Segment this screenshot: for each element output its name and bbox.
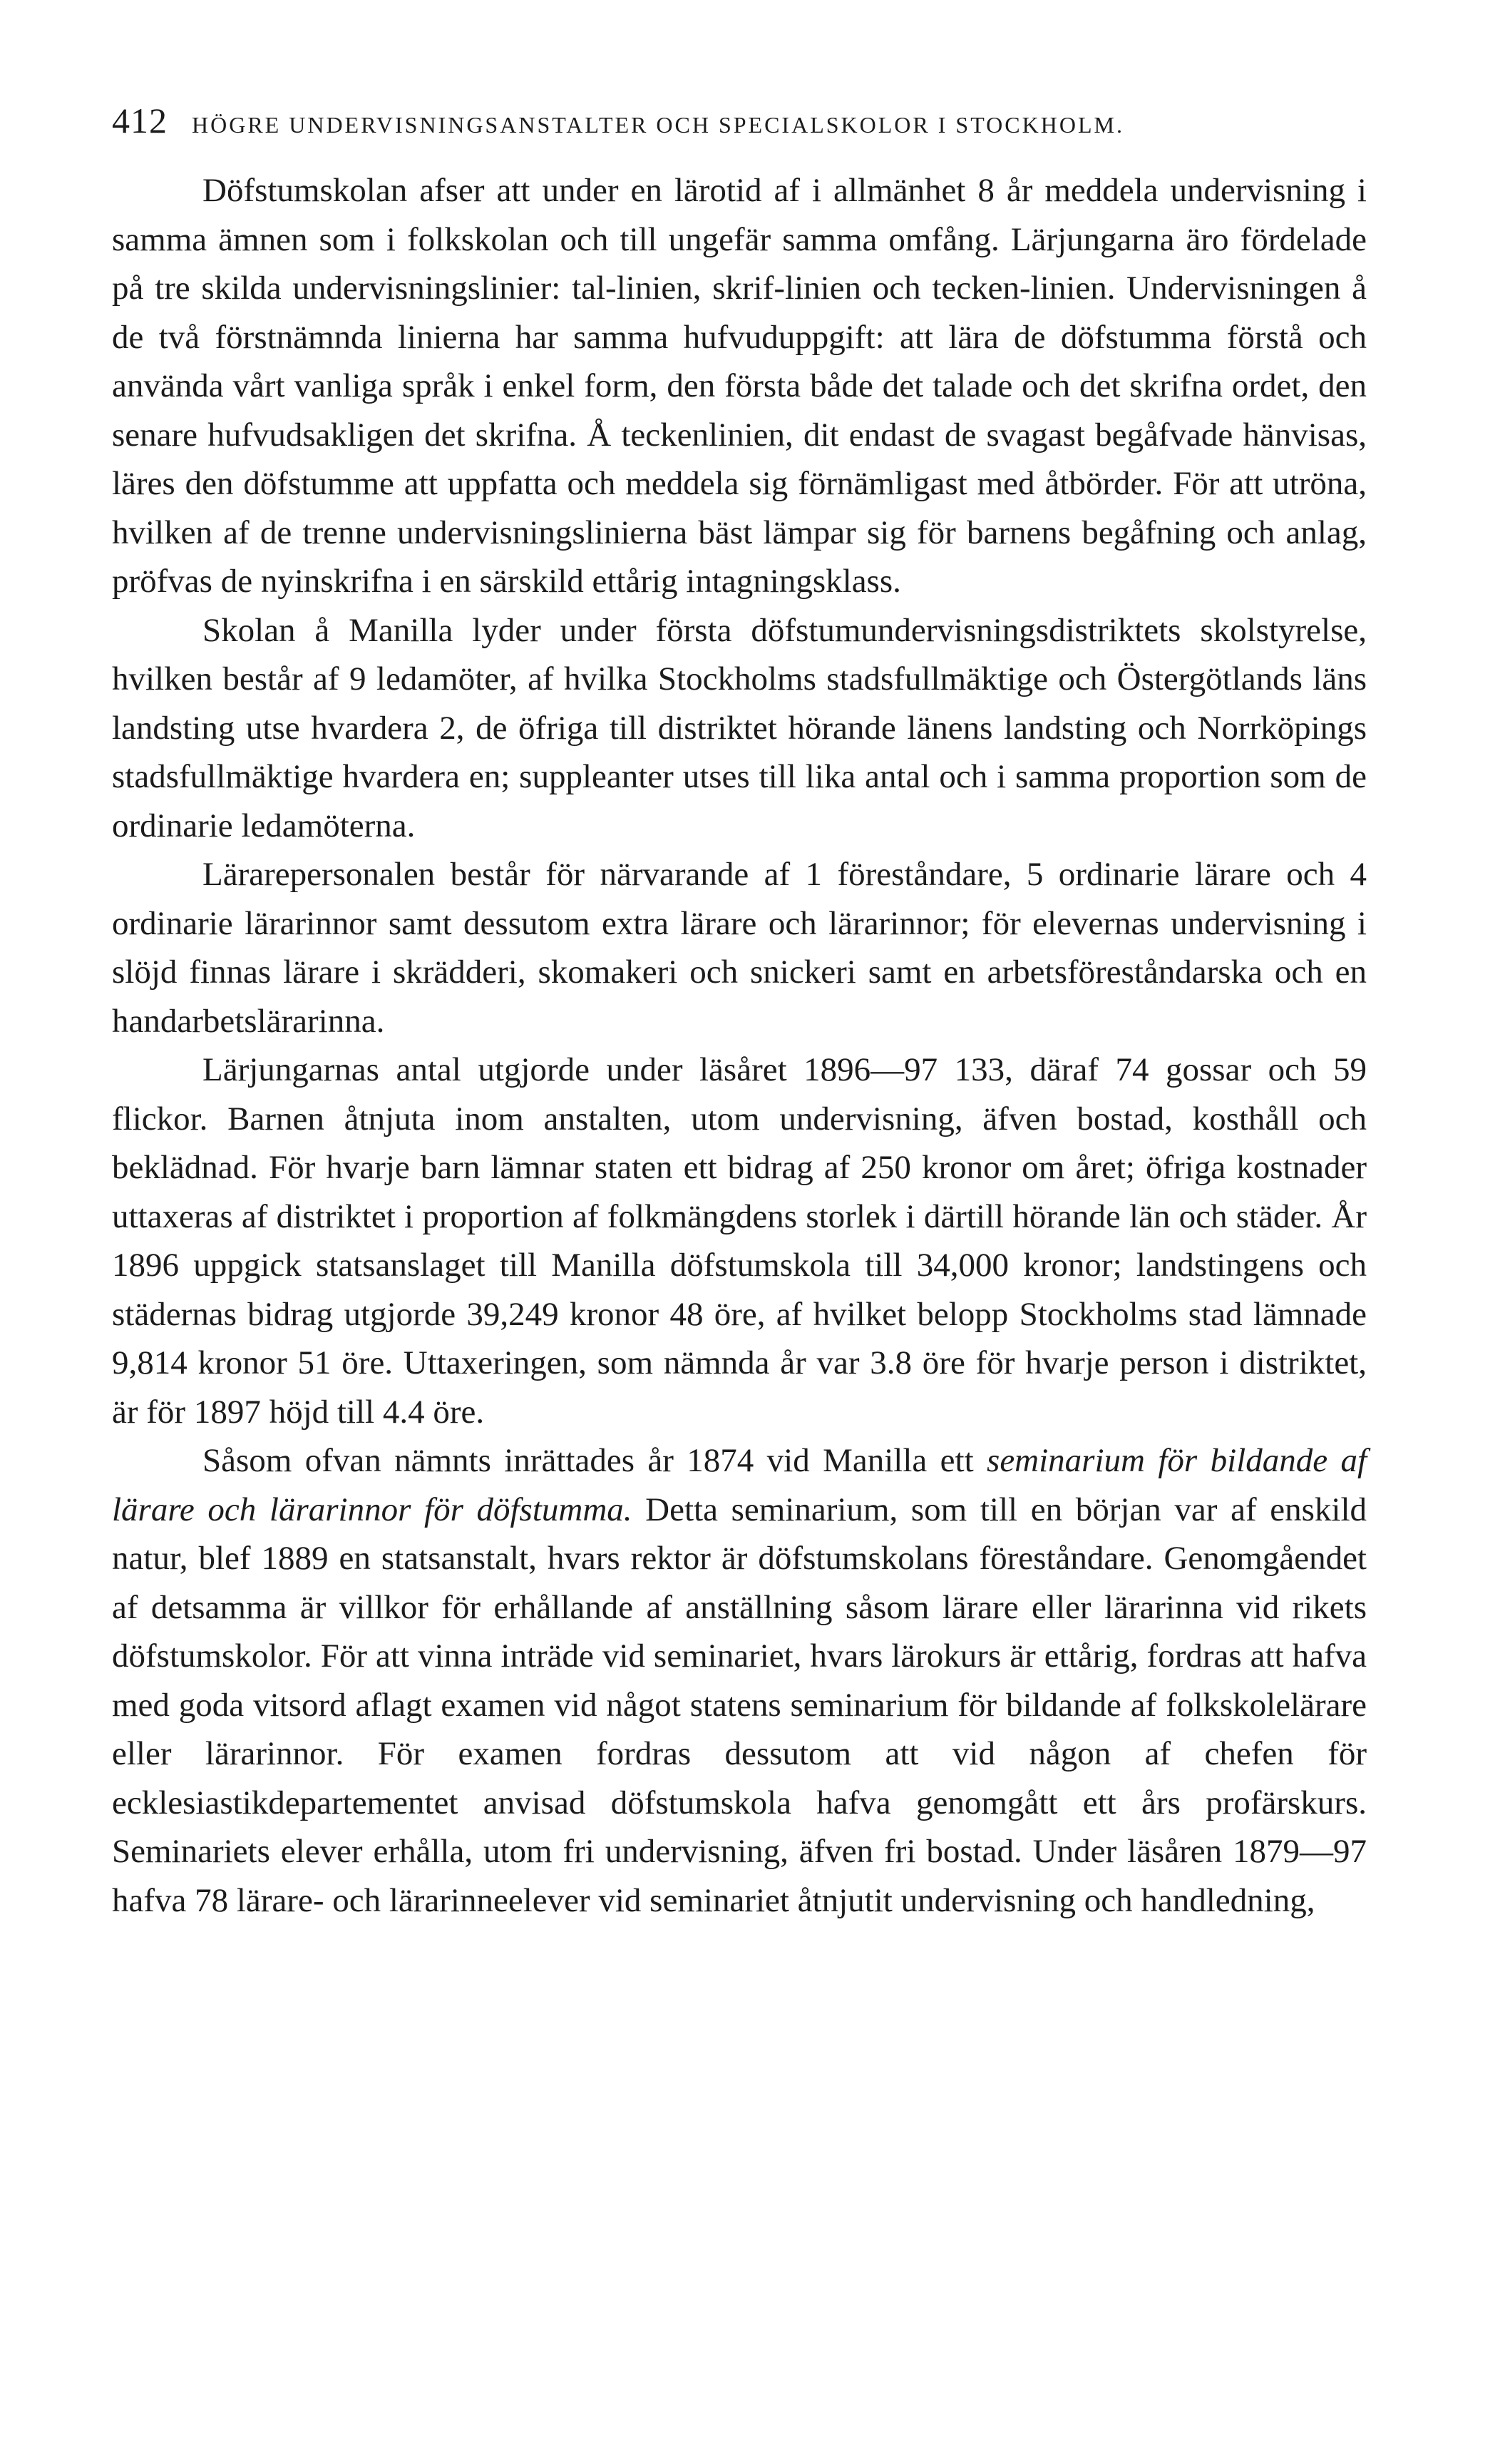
paragraph-seminary: [112, 1436, 1367, 1925]
body-text: [112, 166, 1367, 1925]
page-header: [112, 100, 1381, 143]
page-number: 412: [112, 101, 168, 140]
running-head: HÖGRE UNDERVISNINGSANSTALTER OCH SPECIALSKOLOR I STOCKHOLM.: [192, 112, 1124, 138]
paragraph-teaching-staff: Lärarepersonalen består för närvarande af 1 föreståndare, 5 ordinarie lärare och 4 ordinarie lärarinnor samt dessutom extra lärare och lärarinnor; för elevernas undervisning i slöjd finnas lärare i skrädderi, skomakeri och snickeri samt en arbetsföreståndarska och en handarbetslärarinna.: [112, 856, 1367, 1040]
seminary-title-italic: seminarium för bildande af lärare och lärarinnor för döfstumma.: [112, 1442, 1367, 1528]
seminary-text-after: Detta seminarium, som till en början var af enskild natur, blef 1889 en statsanstalt, hvars rektor är döfstumskolans föreståndare. Genomgåendet af detsamma är villkor för erhållande af anställning såsom lärare eller lärarinna vid rikets döfstumskolor. För att vinna inträde vid seminariet, hvars lärokurs är ettårig, fordras att hafva med goda vitsord aflagt examen vid något statens seminarium för bildande af folkskolelärare eller lärarinnor. För examen fordras dessutom att vid någon af chefen för ecklesiastikdepartementet anvisad döfstumskola hafva genomgått ett års profärskurs. Seminariets elever erhålla, utom fri undervisning, äfven fri bostad. Under läsåren 1879—97 hafva 78 lärare- och lärarinneelever vid seminariet åtnjutit undervisning och handledning,: [112, 1491, 1367, 1919]
paragraph-pupils-and-funding: Lärjungarnas antal utgjorde under läsåret 1896—97 133, däraf 74 gossar och 59 flickor. Barnen åtnjuta inom anstalten, utom undervisning, äfven bostad, kosthåll och beklädnad. För hvarje barn lämnar staten ett bidrag af 250 kronor om året; öfriga kostnader uttaxeras af distriktet i proportion af folkmängdens storlek i därtill hörande län och städer. År 1896 uppgick statsanslaget till Manilla döfstumskola till 34,000 kronor; landstingens och städernas bidrag utgjorde 39,249 kronor 48 öre, af hvilket belopp Stockholms stad lämnade 9,814 kronor 51 öre. Uttaxeringen, som nämnda år var 3.8 öre för hvarje person i distriktet, är för 1897 höjd till 4.4 öre.: [112, 1051, 1367, 1431]
paragraph-school-board: Skolan å Manilla lyder under första döfstumundervisningsdistriktets skolstyrelse, hvilken består af 9 ledamöter, af hvilka Stockholms stadsfullmäktige och Östergötlands läns landsting utse hvardera 2, de öfriga till distriktet hörande länens landsting och Norrköpings stadsfullmäktige hvardera en; suppleanter utses till lika antal och i samma proportion som de ordinarie ledamöterna.: [112, 611, 1367, 844]
paragraph-curriculum: Döfstumskolan afser att under en lärotid af i allmänhet 8 år meddela undervisning i samma ämnen som i folkskolan och till ungefär samma omfång. Lärjungarna äro fördelade på tre skilda undervisningslinier: tal-linien, skrif-linien och tecken-linien. Undervisningen å de två förstnämnda linierna har samma hufvuduppgift: att lära de döfstumma förstå och använda vårt vanliga språk i enkel form, den första både det talade och det skrifna ordet, den senare hufvudsakligen det skrifna. Å teckenlinien, dit endast de svagast begåfvade hänvisas, läres den döfstumme att uppfatta och meddela sig förnämligast med åtbörder. För att utröna, hvilken af de trenne undervisningslinierna bäst lämpar sig för barnens begåfning och anlag, pröfvas de nyinskrifna i en särskild ettårig intagningsklass.: [112, 172, 1367, 600]
seminary-text-before: Såsom ofvan nämnts inrättades år 1874 vid Manilla ett: [202, 1442, 987, 1479]
